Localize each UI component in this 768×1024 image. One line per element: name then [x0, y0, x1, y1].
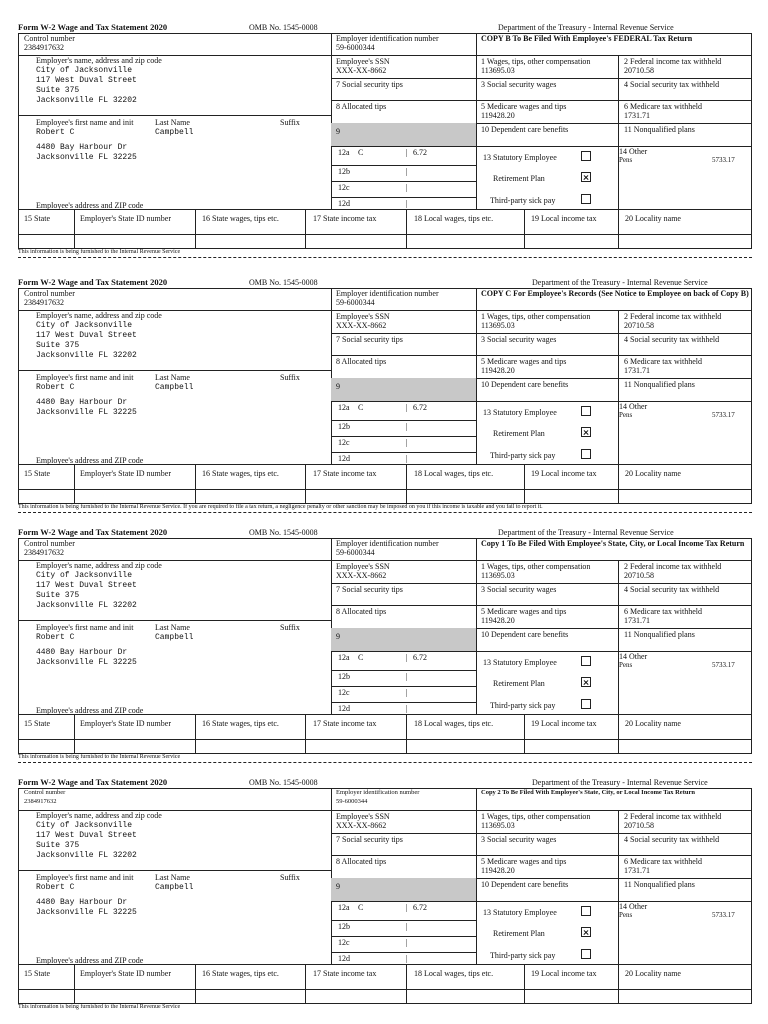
box11-label: 11 Nonqualified plans: [624, 880, 695, 889]
box5-value: 119428.20: [481, 111, 515, 120]
department-text: Department of the Treasury - Internal Revenue Service: [532, 778, 708, 787]
box2-value: 20710.58: [624, 571, 654, 580]
sick-pay-checkbox[interactable]: [581, 449, 591, 459]
box12c-label: 12c: [338, 688, 350, 697]
employer-line4: Jacksonville FL 32202: [36, 601, 137, 610]
ein-value: 59-6000344: [336, 548, 375, 557]
box14-amount: 5733.17: [712, 156, 735, 164]
sick-pay-label: Third-party sick pay: [490, 451, 556, 460]
box16-label: 16 State wages, tips etc.: [202, 469, 279, 478]
employee-first-name: Robert C: [36, 633, 75, 642]
box12b-separator: |: [406, 672, 408, 681]
box12a-amount: 6.72: [413, 148, 427, 157]
employer-line2: 117 West Duval Street: [36, 76, 137, 85]
employee-address-line1: 4480 Bay Harbour Dr: [36, 143, 128, 152]
box20-label: 20 Locality name: [625, 469, 681, 478]
ein-value: 59-6000344: [336, 43, 375, 52]
retirement-plan-label: Retirement Plan: [493, 679, 545, 688]
employer-line4: Jacksonville FL 32202: [36, 851, 137, 860]
ssn-value: XXX-XX-8662: [336, 66, 387, 75]
w2-copy: [0, 255, 768, 510]
box5-value: 119428.20: [481, 866, 515, 875]
box20-label: 20 Locality name: [625, 719, 681, 728]
box5-label: 5 Medicare wages and tips: [481, 857, 567, 866]
box12b-separator: |: [406, 167, 408, 176]
box6-label: 6 Medicare tax withheld: [624, 102, 702, 111]
box6-value: 1731.71: [624, 866, 650, 875]
box6-label: 6 Medicare tax withheld: [624, 357, 702, 366]
box10-label: 10 Dependent care benefits: [481, 880, 569, 889]
box12d-label: 12d: [338, 199, 350, 208]
box2-label: 2 Federal income tax withheld: [624, 312, 722, 321]
suffix-label: Suffix: [280, 118, 300, 127]
employer-line2: 117 West Duval Street: [36, 831, 137, 840]
statutory-employee-checkbox[interactable]: [581, 151, 591, 161]
employee-first-name: Robert C: [36, 383, 75, 392]
box17-label: 17 State income tax: [313, 719, 377, 728]
box12b-label: 12b: [338, 167, 350, 176]
box5-label: 5 Medicare wages and tips: [481, 102, 567, 111]
ssn-label: Employee's SSN: [336, 562, 390, 571]
box5-label: 5 Medicare wages and tips: [481, 357, 567, 366]
employee-last-name: Campbell: [155, 883, 194, 892]
box12a-amount: 6.72: [413, 653, 427, 662]
box8-label: 8 Allocated tips: [336, 607, 387, 616]
box7-label: 7 Social security tips: [336, 335, 403, 344]
form-title: Form W-2 Wage and Tax Statement 2020: [18, 22, 168, 32]
box19-label: 19 Local income tax: [531, 969, 597, 978]
box10-label: 10 Dependent care benefits: [481, 630, 569, 639]
box9-label: 9: [336, 382, 340, 391]
box12d-label: 12d: [338, 704, 350, 713]
box2-label: 2 Federal income tax withheld: [624, 812, 722, 821]
box12a-label: 12a: [338, 148, 350, 157]
box12d-separator: |: [406, 954, 408, 963]
suffix-label: Suffix: [280, 623, 300, 632]
box15-label: 15 State: [24, 469, 50, 478]
box12d-separator: |: [406, 704, 408, 713]
box1-label: 1 Wages, tips, other compensation: [481, 57, 591, 66]
employer-line1: City of Jacksonville: [36, 66, 133, 75]
retirement-plan-label: Retirement Plan: [493, 174, 545, 183]
control-number-value: 2384917632: [24, 798, 57, 805]
employee-name-label: Employee's first name and init: [36, 623, 134, 632]
box12a-code: C: [358, 403, 364, 412]
ein-value: 59-6000344: [336, 798, 368, 805]
employee-last-name: Campbell: [155, 633, 194, 642]
box3-label: 3 Social security wages: [481, 835, 557, 844]
footer-note: This information is being furnished to the Internal Revenue Service: [18, 754, 181, 760]
ssn-value: XXX-XX-8662: [336, 821, 387, 830]
box19-label: 19 Local income tax: [531, 719, 597, 728]
employer-line1: City of Jacksonville: [36, 821, 133, 830]
box15-label: 15 State: [24, 719, 50, 728]
last-name-label: Last Name: [155, 873, 190, 882]
ssn-label: Employee's SSN: [336, 57, 390, 66]
employer-line1: City of Jacksonville: [36, 321, 133, 330]
box6-label: 6 Medicare tax withheld: [624, 857, 702, 866]
omb-number: OMB No. 1545-0008: [249, 528, 318, 537]
state-id-label: Employer's State ID number: [80, 719, 171, 728]
employer-line3: Suite 375: [36, 341, 80, 350]
box11-label: 11 Nonqualified plans: [624, 125, 695, 134]
sick-pay-label: Third-party sick pay: [490, 951, 556, 960]
employer-line2: 117 West Duval Street: [36, 331, 137, 340]
ssn-value: XXX-XX-8662: [336, 571, 387, 580]
box1-label: 1 Wages, tips, other compensation: [481, 312, 591, 321]
box13-label: 13 Statutory Employee: [483, 908, 557, 917]
box10-label: 10 Dependent care benefits: [481, 125, 569, 134]
box4-label: 4 Social security tax withheld: [624, 585, 720, 594]
control-number-label: Control number: [24, 289, 75, 298]
control-number-label: Control number: [24, 789, 66, 796]
box1-value: 113695.03: [481, 66, 515, 75]
box6-label: 6 Medicare tax withheld: [624, 607, 702, 616]
box12a-amount: 6.72: [413, 403, 427, 412]
footer-note: This information is being furnished to the Internal Revenue Service: [18, 249, 181, 255]
box8-label: 8 Allocated tips: [336, 102, 387, 111]
employee-address-label: Employee's address and ZIP code: [36, 456, 144, 465]
box12c-separator: |: [406, 688, 408, 697]
employer-name-label: Employer's name, address and zip code: [36, 561, 162, 570]
box14-code: Pens: [619, 911, 633, 919]
box12c-label: 12c: [338, 438, 350, 447]
employee-address-label: Employee's address and ZIP code: [36, 201, 144, 210]
employer-line3: Suite 375: [36, 591, 80, 600]
copy-title: COPY C For Employee's Records (See Notice to Employee on back of Copy B): [481, 289, 749, 298]
box4-label: 4 Social security tax withheld: [624, 335, 720, 344]
box9-label: 9: [336, 127, 340, 136]
box12b-label: 12b: [338, 422, 350, 431]
w2-copy: [0, 505, 768, 760]
state-id-label: Employer's State ID number: [80, 214, 171, 223]
employer-line3: Suite 375: [36, 86, 80, 95]
box2-value: 20710.58: [624, 66, 654, 75]
box11-label: 11 Nonqualified plans: [624, 630, 695, 639]
department-text: Department of the Treasury - Internal Revenue Service: [498, 23, 674, 32]
state-id-label: Employer's State ID number: [80, 469, 171, 478]
suffix-label: Suffix: [280, 373, 300, 382]
box12d-label: 12d: [338, 454, 350, 463]
statutory-employee-checkbox[interactable]: [581, 656, 591, 666]
box13-label: 13 Statutory Employee: [483, 658, 557, 667]
box18-label: 18 Local wages, tips etc.: [414, 214, 494, 223]
form-title: Form W-2 Wage and Tax Statement 2020: [18, 777, 168, 787]
box14-label: 14 Other: [619, 402, 648, 411]
employee-address-line2: Jacksonville FL 32225: [36, 408, 137, 417]
box12a-code: C: [358, 903, 364, 912]
employee-name-label: Employee's first name and init: [36, 373, 134, 382]
box1-label: 1 Wages, tips, other compensation: [481, 812, 591, 821]
control-number-value: 2384917632: [24, 43, 64, 52]
box1-label: 1 Wages, tips, other compensation: [481, 562, 591, 571]
box6-value: 1731.71: [624, 366, 650, 375]
employee-address-line1: 4480 Bay Harbour Dr: [36, 398, 128, 407]
box17-label: 17 State income tax: [313, 214, 377, 223]
box9-label: 9: [336, 882, 340, 891]
box4-label: 4 Social security tax withheld: [624, 80, 720, 89]
box12c-separator: |: [406, 438, 408, 447]
last-name-label: Last Name: [155, 623, 190, 632]
box17-label: 17 State income tax: [313, 969, 377, 978]
box9-label: 9: [336, 632, 340, 641]
box10-label: 10 Dependent care benefits: [481, 380, 569, 389]
box14-label: 14 Other: [619, 652, 648, 661]
box12b-label: 12b: [338, 922, 350, 931]
employer-line4: Jacksonville FL 32202: [36, 351, 137, 360]
footer-note: This information is being furnished to the Internal Revenue Service: [18, 1004, 181, 1010]
last-name-label: Last Name: [155, 373, 190, 382]
box12b-separator: |: [406, 922, 408, 931]
form-title: Form W-2 Wage and Tax Statement 2020: [18, 527, 168, 537]
box12c-label: 12c: [338, 183, 350, 192]
employee-address-line1: 4480 Bay Harbour Dr: [36, 898, 128, 907]
box12c-separator: |: [406, 938, 408, 947]
copy-title: COPY B To Be Filed With Employee's FEDERAL Tax Return: [481, 34, 693, 43]
box14-code: Pens: [619, 156, 633, 164]
employee-address-line2: Jacksonville FL 32225: [36, 908, 137, 917]
box12a-label: 12a: [338, 653, 350, 662]
box7-label: 7 Social security tips: [336, 585, 403, 594]
form-title: Form W-2 Wage and Tax Statement 2020: [18, 277, 168, 287]
box12a-separator: |: [406, 653, 408, 662]
sick-pay-checkbox[interactable]: [581, 194, 591, 204]
box12a-code: C: [358, 148, 364, 157]
last-name-label: Last Name: [155, 118, 190, 127]
employee-name-label: Employee's first name and init: [36, 118, 134, 127]
sick-pay-checkbox[interactable]: [581, 949, 591, 959]
ssn-label: Employee's SSN: [336, 812, 390, 821]
box14-amount: 5733.17: [712, 411, 735, 419]
employee-address-label: Employee's address and ZIP code: [36, 706, 144, 715]
retirement-plan-checkbox[interactable]: [581, 927, 591, 937]
box20-label: 20 Locality name: [625, 214, 681, 223]
employer-line2: 117 West Duval Street: [36, 581, 137, 590]
copy-title: Copy 2 To Be Filed With Employee's State, City, or Local Income Tax Return: [481, 789, 695, 796]
w2-copy: [0, 0, 768, 255]
box4-label: 4 Social security tax withheld: [624, 835, 720, 844]
employee-address-label: Employee's address and ZIP code: [36, 956, 144, 965]
state-id-label: Employer's State ID number: [80, 969, 171, 978]
box20-label: 20 Locality name: [625, 969, 681, 978]
box14-code: Pens: [619, 661, 633, 669]
box16-label: 16 State wages, tips etc.: [202, 214, 279, 223]
ein-label: Employer identification number: [336, 539, 439, 548]
box12b-separator: |: [406, 422, 408, 431]
ssn-label: Employee's SSN: [336, 312, 390, 321]
box12a-separator: |: [406, 148, 408, 157]
box12a-amount: 6.72: [413, 903, 427, 912]
box1-value: 113695.03: [481, 821, 515, 830]
ein-value: 59-6000344: [336, 298, 375, 307]
box1-value: 113695.03: [481, 321, 515, 330]
control-number-value: 2384917632: [24, 548, 64, 557]
box12a-label: 12a: [338, 903, 350, 912]
box12d-label: 12d: [338, 954, 350, 963]
box1-value: 113695.03: [481, 571, 515, 580]
box12b-label: 12b: [338, 672, 350, 681]
box12a-separator: |: [406, 403, 408, 412]
box2-value: 20710.58: [624, 821, 654, 830]
box14-label: 14 Other: [619, 147, 648, 156]
box15-label: 15 State: [24, 214, 50, 223]
box2-value: 20710.58: [624, 321, 654, 330]
box19-label: 19 Local income tax: [531, 469, 597, 478]
box3-label: 3 Social security wages: [481, 335, 557, 344]
box18-label: 18 Local wages, tips etc.: [414, 969, 494, 978]
sick-pay-label: Third-party sick pay: [490, 701, 556, 710]
ssn-value: XXX-XX-8662: [336, 321, 387, 330]
box6-value: 1731.71: [624, 111, 650, 120]
suffix-label: Suffix: [280, 873, 300, 882]
ein-label: Employer identification number: [336, 34, 439, 43]
department-text: Department of the Treasury - Internal Revenue Service: [498, 528, 674, 537]
box8-label: 8 Allocated tips: [336, 357, 387, 366]
box2-label: 2 Federal income tax withheld: [624, 57, 722, 66]
employee-address-line1: 4480 Bay Harbour Dr: [36, 648, 128, 657]
footer-note: This information is being furnished to the Internal Revenue Service. If you are required to file a tax return, a negligence penalty or other sanction may be imposed on you if this income is taxable and you fail to report it.: [18, 504, 543, 510]
sick-pay-checkbox[interactable]: [581, 699, 591, 709]
retirement-plan-checkbox[interactable]: [581, 172, 591, 182]
box19-label: 19 Local income tax: [531, 214, 597, 223]
box5-value: 119428.20: [481, 616, 515, 625]
box13-label: 13 Statutory Employee: [483, 153, 557, 162]
box14-amount: 5733.17: [712, 661, 735, 669]
box12a-separator: |: [406, 903, 408, 912]
employer-line3: Suite 375: [36, 841, 80, 850]
department-text: Department of the Treasury - Internal Revenue Service: [532, 278, 708, 287]
retirement-plan-checkbox[interactable]: [581, 427, 591, 437]
w2-copy: [0, 755, 768, 1010]
employer-name-label: Employer's name, address and zip code: [36, 811, 162, 820]
box14-code: Pens: [619, 411, 633, 419]
employee-last-name: Campbell: [155, 128, 194, 137]
control-number-label: Control number: [24, 34, 75, 43]
retirement-plan-checkbox[interactable]: [581, 677, 591, 687]
employee-last-name: Campbell: [155, 383, 194, 392]
employee-first-name: Robert C: [36, 883, 75, 892]
box7-label: 7 Social security tips: [336, 80, 403, 89]
employee-address-line2: Jacksonville FL 32225: [36, 153, 137, 162]
box2-label: 2 Federal income tax withheld: [624, 562, 722, 571]
box18-label: 18 Local wages, tips etc.: [414, 719, 494, 728]
box5-value: 119428.20: [481, 366, 515, 375]
omb-number: OMB No. 1545-0008: [249, 778, 318, 787]
box15-label: 15 State: [24, 969, 50, 978]
employee-address-line2: Jacksonville FL 32225: [36, 658, 137, 667]
box7-label: 7 Social security tips: [336, 835, 403, 844]
box14-label: 14 Other: [619, 902, 648, 911]
control-number-label: Control number: [24, 539, 75, 548]
box5-label: 5 Medicare wages and tips: [481, 607, 567, 616]
copy-title: Copy 1 To Be Filed With Employee's State, City, or Local Income Tax Return: [481, 539, 745, 548]
ein-label: Employer identification number: [336, 789, 420, 796]
box16-label: 16 State wages, tips etc.: [202, 969, 279, 978]
box12c-label: 12c: [338, 938, 350, 947]
ein-label: Employer identification number: [336, 289, 439, 298]
retirement-plan-label: Retirement Plan: [493, 929, 545, 938]
employer-line4: Jacksonville FL 32202: [36, 96, 137, 105]
box12c-separator: |: [406, 183, 408, 192]
box3-label: 3 Social security wages: [481, 80, 557, 89]
statutory-employee-checkbox[interactable]: [581, 906, 591, 916]
box16-label: 16 State wages, tips etc.: [202, 719, 279, 728]
box12a-label: 12a: [338, 403, 350, 412]
box6-value: 1731.71: [624, 616, 650, 625]
box18-label: 18 Local wages, tips etc.: [414, 469, 494, 478]
box3-label: 3 Social security wages: [481, 585, 557, 594]
employer-line1: City of Jacksonville: [36, 571, 133, 580]
box8-label: 8 Allocated tips: [336, 857, 387, 866]
retirement-plan-label: Retirement Plan: [493, 429, 545, 438]
box12d-separator: |: [406, 454, 408, 463]
control-number-value: 2384917632: [24, 298, 64, 307]
omb-number: OMB No. 1545-0008: [249, 278, 318, 287]
employee-first-name: Robert C: [36, 128, 75, 137]
box12a-code: C: [358, 653, 364, 662]
box17-label: 17 State income tax: [313, 469, 377, 478]
statutory-employee-checkbox[interactable]: [581, 406, 591, 416]
employer-name-label: Employer's name, address and zip code: [36, 56, 162, 65]
omb-number: OMB No. 1545-0008: [249, 23, 318, 32]
box11-label: 11 Nonqualified plans: [624, 380, 695, 389]
employee-name-label: Employee's first name and init: [36, 873, 134, 882]
sick-pay-label: Third-party sick pay: [490, 196, 556, 205]
employer-name-label: Employer's name, address and zip code: [36, 311, 162, 320]
box14-amount: 5733.17: [712, 911, 735, 919]
box13-label: 13 Statutory Employee: [483, 408, 557, 417]
box12d-separator: |: [406, 199, 408, 208]
